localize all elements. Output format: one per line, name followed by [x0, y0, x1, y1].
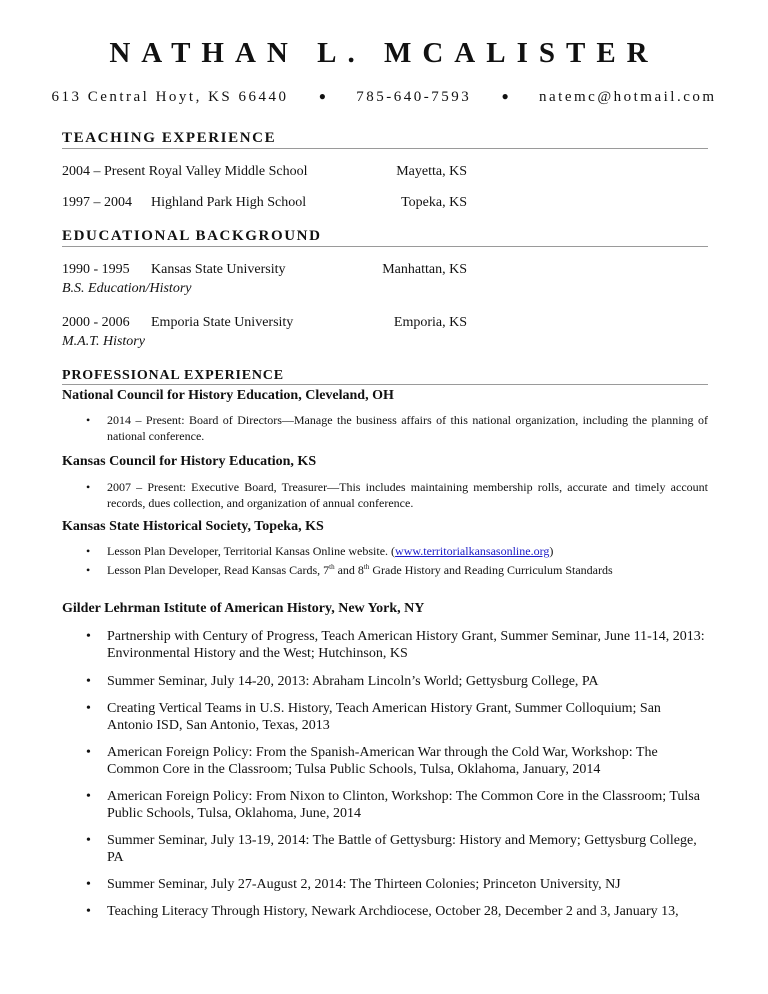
- list-item: • 2014 – Present: Board of Directors—Manage the business affairs of this national organization, including the planning of national conference.: [86, 413, 708, 443]
- website-link[interactable]: www.territorialkansasonline.org: [395, 544, 550, 558]
- entry-degree: B.S. Education/History: [62, 281, 192, 296]
- list-item: • Summer Seminar, July 27-August 2, 2014: The Thirteen Colonies; Princeton University, NJ: [86, 877, 621, 892]
- bullet-icon: •: [86, 833, 91, 848]
- entry-location: Manhattan, KS: [382, 262, 467, 277]
- entry-years: 1990 - 1995: [62, 262, 130, 277]
- contact-line: [0, 87, 768, 106]
- list-item: • Creating Vertical Teams in U.S. History, Teach American History Grant, Summer Colloquium; San Antonio ISD, San Antonio, Texas, 2013: [86, 701, 661, 733]
- entry-degree: M.A.T. History: [62, 334, 145, 349]
- entry-years: 2000 - 2006: [62, 315, 130, 330]
- bullet-icon: •: [86, 701, 91, 716]
- list-item: • Lesson Plan Developer, Read Kansas Cards, 7th and 8th Grade History and Reading Curriculum Standards: [86, 563, 613, 577]
- section-heading-professional: PROFESSIONAL EXPERIENCE: [62, 368, 284, 383]
- list-item: • Partnership with Century of Progress, Teach American History Grant, Summer Seminar, June 11-14, 2013: Environmental History and the West; Hutchinson, KS: [86, 629, 705, 661]
- section-heading-teaching: TEACHING EXPERIENCE: [62, 130, 277, 146]
- entry-location: Emporia, KS: [393, 315, 467, 330]
- org-name: Gilder Lehrman Istitute of American History, New York, NY: [62, 601, 425, 616]
- list-item: • Teaching Literacy Through History, Newark Archdiocese, October 28, December 2 and 3, January 13,: [86, 904, 679, 919]
- bullet-separator-icon: ●: [318, 89, 327, 103]
- section-heading-education: EDUCATIONAL BACKGROUND: [62, 228, 322, 244]
- list-item: • 2007 – Present: Executive Board, Treasurer—This includes maintaining membership rolls, accurate and timely account records, dues collection, and organization of annual conference.: [86, 480, 708, 510]
- entry-institution: Kansas State University: [151, 262, 286, 277]
- entry-institution: Royal Valley Middle School: [148, 164, 308, 179]
- phone: 785-640-7593: [356, 89, 472, 105]
- bullet-icon: •: [86, 904, 91, 919]
- section-divider: [62, 148, 708, 149]
- list-item: • Lesson Plan Developer, Territorial Kansas Online website. (www.territorialkansasonline.org): [86, 544, 554, 558]
- address: 613 Central Hoyt, KS 66440: [51, 89, 289, 105]
- list-item: • American Foreign Policy: From the Spanish-American War through the Cold War, Workshop: The Common Core in the Classroom; Tulsa Public Schools, Tulsa, Oklahoma, January, 2014: [86, 745, 658, 777]
- list-item: • American Foreign Policy: From Nixon to Clinton, Workshop: The Common Core in the Classroom; Tulsa Public Schools, Tulsa, Oklahoma, June, 2014: [86, 789, 700, 821]
- bullet-icon: •: [86, 544, 91, 558]
- entry-location: Topeka, KS: [401, 195, 467, 210]
- list-item: • Summer Seminar, July 13-19, 2014: The Battle of Gettysburg: History and Memory; Gettysburg College, PA: [86, 833, 697, 865]
- entry-location: Mayetta, KS: [396, 164, 467, 179]
- bullet-icon: •: [86, 877, 91, 892]
- org-name: Kansas Council for History Education, KS: [62, 454, 317, 469]
- bullet-icon: •: [86, 745, 91, 760]
- bullet-icon: •: [86, 629, 91, 644]
- org-name: Kansas State Historical Society, Topeka, KS: [62, 519, 324, 534]
- bullet-separator-icon: ●: [501, 89, 509, 103]
- teaching-entry: [62, 163, 308, 180]
- entry-years: 2004 – Present: [62, 164, 146, 179]
- bullet-icon: •: [86, 413, 91, 427]
- bullet-icon: •: [86, 563, 91, 577]
- entry-years: 1997 – 2004: [62, 195, 132, 210]
- section-divider: [62, 246, 708, 247]
- resume-name: NATHAN L. MCALISTER: [109, 37, 659, 69]
- email: natemc@hotmail.com: [539, 89, 717, 105]
- entry-institution: Emporia State University: [151, 315, 294, 330]
- list-item: • Summer Seminar, July 14-20, 2013: Abraham Lincoln’s World; Gettysburg College, PA: [86, 674, 599, 689]
- bullet-icon: •: [86, 480, 91, 494]
- org-name: National Council for History Education, Cleveland, OH: [62, 388, 394, 403]
- bullet-icon: •: [86, 789, 91, 804]
- entry-institution: Highland Park High School: [151, 195, 307, 210]
- section-divider: [62, 384, 708, 385]
- bullet-icon: •: [86, 674, 91, 689]
